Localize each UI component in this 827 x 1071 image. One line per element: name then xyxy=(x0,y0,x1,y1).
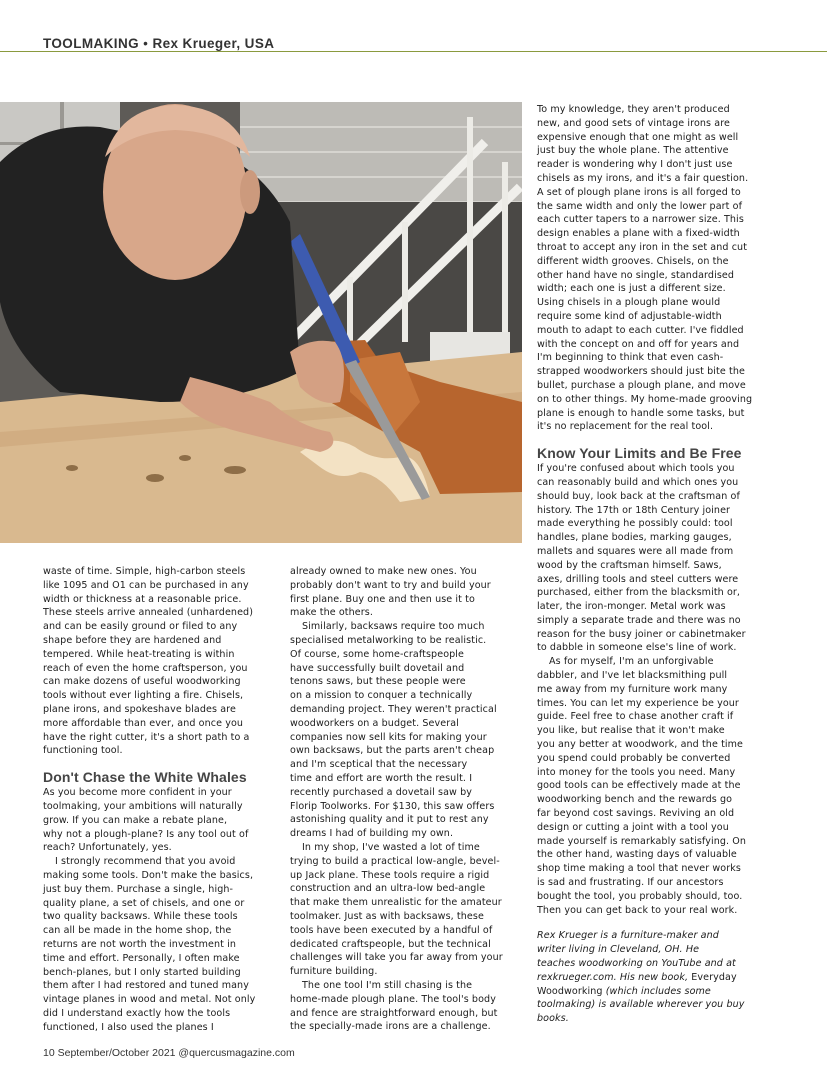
text-line: I strongly recommend that you avoid xyxy=(55,856,236,868)
text-line: purchased, either from the blacksmith or, xyxy=(537,587,741,599)
text-line: trying to build a practical low-angle, bevel- xyxy=(290,855,500,867)
paragraph xyxy=(43,786,275,855)
text-line: have the right cutter, it's a short path to a xyxy=(43,731,250,743)
text-line: throat to accept any iron in the set and cut xyxy=(537,241,748,253)
text-line: plane irons, and spokeshave blades are xyxy=(43,703,236,715)
text-line: making some tools. Don't make the basics, xyxy=(43,869,254,881)
text-line: on to other things. My home-made grooving xyxy=(537,393,753,405)
text-line: In my shop, I've wasted a lot of time xyxy=(302,841,480,853)
running-head xyxy=(43,36,274,51)
text-line: two quality backsaws. While these tools xyxy=(43,911,238,923)
text-line: far beyond cost savings. Reviving an old xyxy=(537,808,735,820)
text-line: Using chisels in a plough plane would xyxy=(537,297,721,309)
text-line: and fence are straightforward enough, but xyxy=(290,1007,498,1019)
paragraph xyxy=(290,565,522,620)
text-line: guide. Feel free to chase another craft if xyxy=(537,711,734,723)
text-line: different width grooves. Chisels, on the xyxy=(537,255,729,267)
text-line: demanding project. They weren't practical xyxy=(290,703,497,715)
text-line: toolmaking) is available wherever you buy xyxy=(537,999,745,1011)
text-line: tempered. While heat-treating is within xyxy=(43,648,235,660)
text-line: bought the tool, you probably should, too. xyxy=(537,890,743,902)
text-line: that make them unrealistic for the amateur xyxy=(290,897,502,909)
text-line: and I'm sceptical that the necessary xyxy=(290,759,468,771)
text-line: Florip Toolworks. For $130, this saw offers xyxy=(290,800,495,812)
page-footer: 10 September/October 2021 @quercusmagazine.com xyxy=(43,1047,295,1059)
text-line: first plane. Buy one and then use it to xyxy=(290,593,475,605)
text-line: challenges will take you far away from your xyxy=(290,952,503,964)
text-line: toolmaking, your ambitions will naturally xyxy=(43,800,243,812)
text-line: Similarly, backsaws require too much xyxy=(302,621,485,633)
text-line: strapped woodworkers should just bite the xyxy=(537,366,745,378)
text-line: up Jack plane. These tools require a rigid xyxy=(290,869,490,881)
section-label: TOOLMAKING xyxy=(43,36,139,51)
column-2 xyxy=(290,565,522,1034)
column-1 xyxy=(43,565,275,1035)
author-bio xyxy=(537,929,769,1026)
text-line: just buy the whole plane. The attentive xyxy=(537,145,729,157)
header-separator: • xyxy=(139,36,153,51)
text-line: on a mission to conquer a technically xyxy=(290,690,473,702)
text-line: good tools can be effectively made at the xyxy=(537,780,741,792)
text-line: reader is wondering why I don't just use xyxy=(537,159,733,171)
text-line: you like, but realise that it won't make xyxy=(537,725,725,737)
paragraph xyxy=(43,565,275,758)
text-line: the specially-made irons are a challenge. xyxy=(290,1021,491,1033)
text-line: the other hand, wasting days of valuable xyxy=(537,849,737,861)
text-line: tools without ever lighting a fire. Chisels, xyxy=(43,690,244,702)
text-line: can all be made in the home shop, the xyxy=(43,925,232,937)
author-location: Rex Krueger, USA xyxy=(152,36,275,51)
text-line: To my knowledge, they aren't produced xyxy=(537,104,730,115)
text-line: width; each one is just a different size. xyxy=(537,283,726,295)
text-line: them after I had restored and tuned many xyxy=(43,980,249,992)
text-line: shape before they are hardened and xyxy=(43,634,222,646)
text-line: make the others. xyxy=(290,607,373,619)
text-line: it's no replacement for the real tool. xyxy=(537,421,714,433)
text-line xyxy=(537,985,769,999)
text-line: Then you can get back to your real work. xyxy=(537,904,738,916)
text-line: dreams I had of building my own. xyxy=(290,828,454,840)
text-line: history. The 17th or 18th Century joiner xyxy=(537,504,731,516)
text-line: dedicated craftspeople, but the technical xyxy=(290,938,491,950)
text-line: simply a separate trade and there was no xyxy=(537,614,741,626)
text-line: specialised metalworking to be realistic. xyxy=(290,634,487,646)
section-heading: Don't Chase the White Whales xyxy=(43,769,247,786)
paragraph xyxy=(43,855,275,1034)
text-line: design enables a plane with a fixed-width xyxy=(537,228,740,240)
text-line: made everything he possibly could: tool xyxy=(537,518,733,530)
text-line: As you become more confident in your xyxy=(43,787,232,799)
text-line: width or thickness at a reasonable price. xyxy=(43,593,242,605)
text-line: teaches woodworking on YouTube and at xyxy=(537,958,736,970)
text-line: already owned to make new ones. You xyxy=(290,566,477,577)
text-line: require some kind of adjustable-width xyxy=(537,310,722,322)
text-line: writer living in Cleveland, OH. He xyxy=(537,944,700,956)
text-line: tools have been executed by a handful of xyxy=(290,924,493,936)
text-line: functioned, I also used the planes I xyxy=(43,1021,214,1033)
text-line: astonishing quality and it put to rest any xyxy=(290,814,489,826)
text-line: Rex Krueger is a furniture-maker and xyxy=(537,930,719,942)
text-line: later, the iron-monger. Metal work was xyxy=(537,601,726,613)
column-3 xyxy=(537,103,769,1026)
text-line: bench-planes, but I only started building xyxy=(43,966,241,978)
text-line: mallets and squares were all made from xyxy=(537,545,734,557)
text-line: books. xyxy=(537,1013,569,1025)
page-header xyxy=(0,0,827,52)
text-line: times. You can let my experience be your xyxy=(537,697,739,709)
text-line: like 1095 and O1 can be purchased in any xyxy=(43,579,249,591)
paragraph xyxy=(537,462,769,655)
text-line: why not a plough-plane? Is any tool out of xyxy=(43,828,249,840)
text-line: plane is enough to handle some tasks, but xyxy=(537,407,745,419)
text-line: to dabble in someone else's line of work. xyxy=(537,642,737,654)
text-line: vintage planes in wood and metal. Not only xyxy=(43,994,256,1006)
text-line: with the concept on and off for years and xyxy=(537,338,740,350)
text-line: recently purchased a dovetail saw by xyxy=(290,786,472,798)
text-line: you spend could probably be converted xyxy=(537,752,731,764)
text-line: shop time making a tool that never works xyxy=(537,863,741,875)
text-line: just buy them. Purchase a single, high- xyxy=(43,883,234,895)
text-line: each cutter tapers to a narrower size. This xyxy=(537,214,744,226)
text-line: woodworkers on a budget. Several xyxy=(290,717,459,729)
text-line: new, and good sets of vintage irons are xyxy=(537,117,730,129)
book-title: Woodworking xyxy=(537,985,603,997)
text-line: companies now sell kits for making your xyxy=(290,731,487,743)
text-line: time and effort are worth the result. I xyxy=(290,772,473,784)
book-title: Everyday xyxy=(691,971,737,983)
text-line: handles, plane bodies, marking gauges, xyxy=(537,532,732,544)
paragraph xyxy=(290,620,522,841)
text-line: home-made plough plane. The tool's body xyxy=(290,993,496,1005)
text-line: I'm beginning to think that even cash- xyxy=(537,352,724,364)
text-line: The one tool I'm still chasing is the xyxy=(302,979,473,991)
bio-text: rexkrueger.com. His new book, xyxy=(537,971,692,983)
text-line: These steels arrive annealed (unhardened) xyxy=(43,607,254,619)
text-line: you any better at woodwork, and the time xyxy=(537,739,744,751)
text-line: As for myself, I'm an unforgivable xyxy=(549,656,714,668)
text-line: into money for the tools you need. Many xyxy=(537,766,736,778)
paragraph xyxy=(537,655,769,917)
bio-text: (which includes some xyxy=(602,985,711,997)
text-line: returns are not worth the investment in xyxy=(43,938,236,950)
woodworker-photo-illustration xyxy=(0,102,522,543)
text-line: reason for the busy joiner or cabinetmaker xyxy=(537,628,746,640)
text-line: time and effort. Personally, I often make xyxy=(43,952,240,964)
text-line: tenons saws, but these people were xyxy=(290,676,466,688)
text-line: dabbler, and I've let blacksmithing pull xyxy=(537,670,728,682)
text-line: Of course, some home-craftspeople xyxy=(290,648,465,660)
text-line: probably don't want to try and build your xyxy=(290,579,491,591)
text-line: construction and an ultra-low bed-angle xyxy=(290,883,486,895)
text-line: other hand have no single, standardised xyxy=(537,269,735,281)
text-line: made yourself is remarkably satisfying. On xyxy=(537,835,747,847)
text-line: design or cutting a joint with a tool you xyxy=(537,821,729,833)
text-line: is sad and frustrating. If our ancestors xyxy=(537,877,724,889)
text-line: own backsaws, but the parts aren't cheap xyxy=(290,745,495,757)
text-line: quality plane, a set of chisels, and one or xyxy=(43,897,245,909)
paragraph xyxy=(290,841,522,979)
text-line: furniture building. xyxy=(290,966,378,978)
text-line: did I understand exactly how the tools xyxy=(43,1007,231,1019)
text-line: the same width and only the lower part of xyxy=(537,200,743,212)
text-line: waste of time. Simple, high-carbon steels xyxy=(43,566,246,577)
text-line: woodworking bench and the rewards go xyxy=(537,794,733,806)
text-line: chisels as my irons, and it's a fair question. xyxy=(537,172,749,184)
text-line: can make dozens of useful woodworking xyxy=(43,676,241,688)
text-line: bullet, purchase a plough plane, and move xyxy=(537,379,746,391)
text-line: more affordable than ever, and once you xyxy=(43,717,244,729)
text-line: reach? Unfortunately, yes. xyxy=(43,842,172,854)
text-line: me away from my furniture work many xyxy=(537,683,728,695)
text-line: expensive enough that one might as well xyxy=(537,131,739,143)
text-line: should buy, look back at the craftsman of xyxy=(537,490,740,502)
text-line: mouth to adapt to each cutter. I've fiddled xyxy=(537,324,744,336)
article-photo xyxy=(0,102,522,543)
section-heading: Know Your Limits and Be Free xyxy=(537,445,742,462)
text-line: wood by the craftsman himself. Saws, xyxy=(537,559,722,571)
paragraph xyxy=(290,979,522,1034)
text-line: axes, drilling tools and steel cutters were xyxy=(537,573,739,585)
paragraph xyxy=(537,103,769,434)
text-line: have successfully built dovetail and xyxy=(290,662,465,674)
text-line: and can be easily ground or filed to any xyxy=(43,621,238,633)
text-line: can reasonably build and which ones you xyxy=(537,476,739,488)
text-line: toolmaker. Just as with backsaws, these xyxy=(290,910,484,922)
text-line: grow. If you can make a rebate plane, xyxy=(43,814,228,826)
text-line: If you're confused about which tools you xyxy=(537,463,735,475)
text-line: A set of plough plane irons is all forged to xyxy=(537,186,741,198)
text-line xyxy=(537,971,769,985)
text-line: reach of even the home craftsperson, you xyxy=(43,662,248,674)
text-line: functioning tool. xyxy=(43,745,123,757)
